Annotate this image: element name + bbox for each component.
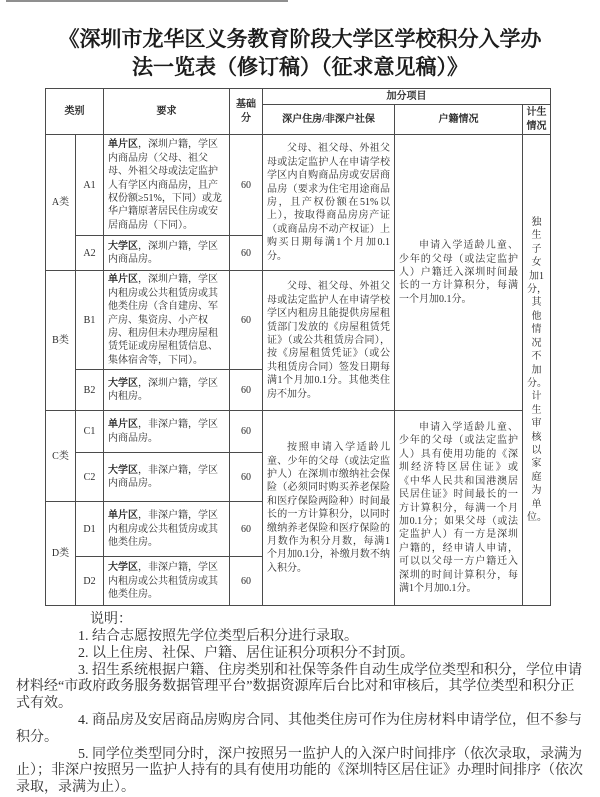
requirement-cell-b2 — [104, 370, 230, 411]
note-item-4: 4. 商品房及安居商品房购房合同、其他类住房可作为住房材料申请学位，但不参与积分。 — [16, 713, 582, 745]
col-header-housing: 深户住房/非深户社保 — [263, 105, 395, 135]
requirement-cell-a1 — [104, 135, 230, 236]
table-row-a1 — [46, 135, 551, 236]
requirement-text: ，非深户籍，学区内租房或公共租赁房或其他类住房。 — [108, 510, 218, 548]
note-item-2: 2. 以上住房、社保、户籍、居住证积分项积分不封顶。 — [78, 645, 414, 661]
requirement-type-label: 大学区 — [108, 240, 138, 252]
points-table — [45, 88, 551, 606]
requirement-text: ，深圳户籍，学区内租房或公共租赁房或其他类住房（含自建房、军产房、集资房、小产权房、租房但未办理房屋租赁凭证或房屋租赁信息、集体宿舍等，下同）。 — [108, 274, 218, 366]
code-cell-d2: D2 — [76, 557, 104, 606]
housing-bonus-cell-a: 父母、祖父母、外祖父母或法定监护人在申请学校学区内自购商品房或安居商品房（要求为住宅用途商品房，且产权份额在51%以上），按取得商品房房产证（或商品房不动产权证）上购买日期每满1个月加0.1分。 — [263, 135, 395, 271]
base-score-cell-c2: 60 — [230, 453, 263, 502]
code-cell-b1: B1 — [76, 271, 104, 370]
housing-bonus-cell-b: 父母、祖父母、外祖父母或法定监护人在申请学校学区内租房且能提供房屋租赁部门发放的《房屋租赁凭证》（或公共租赁房合同），按《房屋租赁凭证》（或公共租赁房合同）签发日期每满1个月加0.1分。其他类住房不加分。 — [263, 271, 395, 411]
col-header-bonus: 加分项目 — [263, 89, 551, 105]
col-header-requirement: 要求 — [104, 89, 230, 135]
requirement-type-label: 单片区 — [108, 139, 138, 151]
note-item-5: 5. 同学位类型同分时，深户按照另一监护人的入深户时间排序（依次录取，录满为止）；非深户按照另一监护人持有的具有使用功能的《深圳特区居住证》办理时间排序（依次录取，录满为止）。 — [16, 746, 583, 796]
table-row-c1 — [46, 411, 551, 453]
code-cell-a1: A1 — [76, 135, 104, 236]
notes-label: 说明： — [90, 612, 132, 628]
requirement-text: ，非深户籍，学区内租房或公共租赁房或其他类住房。 — [108, 562, 218, 600]
family-planning-cell: 独生子女加1分，其他情况不加分。计生审核以家庭为单位。 — [523, 135, 551, 606]
code-cell-a2: A2 — [76, 236, 104, 271]
requirement-cell-c1 — [104, 411, 230, 453]
requirement-text: ，深圳户籍，学区内租房。 — [108, 377, 218, 403]
category-cell-a: A类 — [46, 135, 76, 271]
base-score-cell-d1: 60 — [230, 502, 263, 557]
title-line-2: 法一览表（修订稿）（征求意见稿）》 — [132, 55, 468, 79]
category-cell-d: D类 — [46, 502, 76, 606]
base-score-cell-c1: 60 — [230, 411, 263, 453]
household-bonus-cell-cd: 申请入学适龄儿童、少年的父母（或法定监护人）具有使用功能的《深圳经济特区居住证》或《中华人民共和国港澳居民居住证》时间最长的一方计算积分，每满一个月加0.1分；如果父母（或法定监护人）有一方是深圳户籍的，经申请人申请，可以以父母一方户籍迁入深圳的时间计算积分，每满1个月加0.1分。 — [395, 411, 523, 606]
requirement-type-label: 单片区 — [108, 274, 138, 286]
code-cell-c1: C1 — [76, 411, 104, 453]
requirement-type-label: 单片区 — [108, 510, 138, 522]
code-cell-d1: D1 — [76, 502, 104, 557]
requirement-text: ，非深户籍，学区内商品房。 — [108, 419, 218, 444]
note-item-3: 3. 招生系统根据户籍、住房类别和社保等条件自动生成学位类型和积分，学位申请材料经“市政府政务服务数据管理平台”数据资源库后台比对和审核后，其学位类型和积分正式有效。 — [16, 662, 582, 712]
notes-section — [16, 612, 584, 797]
requirement-type-label: 大学区 — [108, 464, 138, 476]
code-cell-b2: B2 — [76, 370, 104, 411]
note-item-1: 1. 结合志愿按照先学位类型后积分进行录取。 — [78, 629, 358, 645]
base-score-cell-a1: 60 — [230, 135, 263, 236]
requirement-cell-a2 — [104, 236, 230, 271]
requirement-text: ，深圳户籍，学区内商品房。 — [108, 240, 218, 266]
housing-bonus-cell-cd: 按照申请入学适龄儿童、少年的父母（或法定监护人）在深圳市缴纳社会保险（必须同时购买养老保险和医疗保险两险种）时间最长的一方计算积分，以同时缴纳养老保险和医疗保险的月数作为积分月数，每满1个月加0.1分，补缴月数不纳入积分。 — [263, 411, 395, 606]
category-cell-c: C类 — [46, 411, 76, 502]
requirement-type-label: 单片区 — [108, 419, 138, 431]
requirement-cell-d1 — [104, 502, 230, 557]
requirement-type-label: 大学区 — [108, 562, 138, 574]
requirement-text: ，深圳户籍，学区内商品房（父母、祖父母、外祖父母或法定监护人有学区内商品房，且产权份额≥51%，下同）或龙华户籍原著居民住房或安居商品房（下同）。 — [108, 139, 222, 231]
scan-artifact-line — [6, 0, 288, 2]
col-header-household: 户籍情况 — [395, 105, 523, 135]
requirement-text: ，非深户籍，学区内商品房。 — [108, 464, 218, 490]
requirement-cell-c2 — [104, 453, 230, 502]
base-score-cell-d2: 60 — [230, 557, 263, 606]
requirement-type-label: 大学区 — [108, 377, 138, 389]
document-title — [0, 0, 600, 81]
col-header-family-planning: 计生情况 — [523, 105, 551, 135]
household-bonus-cell-ab: 申请入学适龄儿童、少年的父母（或法定监护人）户籍迁入深圳时间最长的一方计算积分，每满一个月加0.1分。 — [395, 135, 523, 411]
col-header-base-score: 基础分 — [230, 89, 263, 135]
code-cell-c2: C2 — [76, 453, 104, 502]
requirement-cell-d2 — [104, 557, 230, 606]
category-cell-b: B类 — [46, 271, 76, 411]
base-score-cell-a2: 60 — [230, 236, 263, 271]
base-score-cell-b1: 60 — [230, 271, 263, 370]
title-line-1: 《深圳市龙华区义务教育阶段大学区学校积分入学办 — [58, 27, 542, 51]
header-row-1 — [46, 89, 551, 105]
base-score-cell-b2: 60 — [230, 370, 263, 411]
col-header-category: 类别 — [46, 89, 104, 135]
requirement-cell-b1 — [104, 271, 230, 370]
